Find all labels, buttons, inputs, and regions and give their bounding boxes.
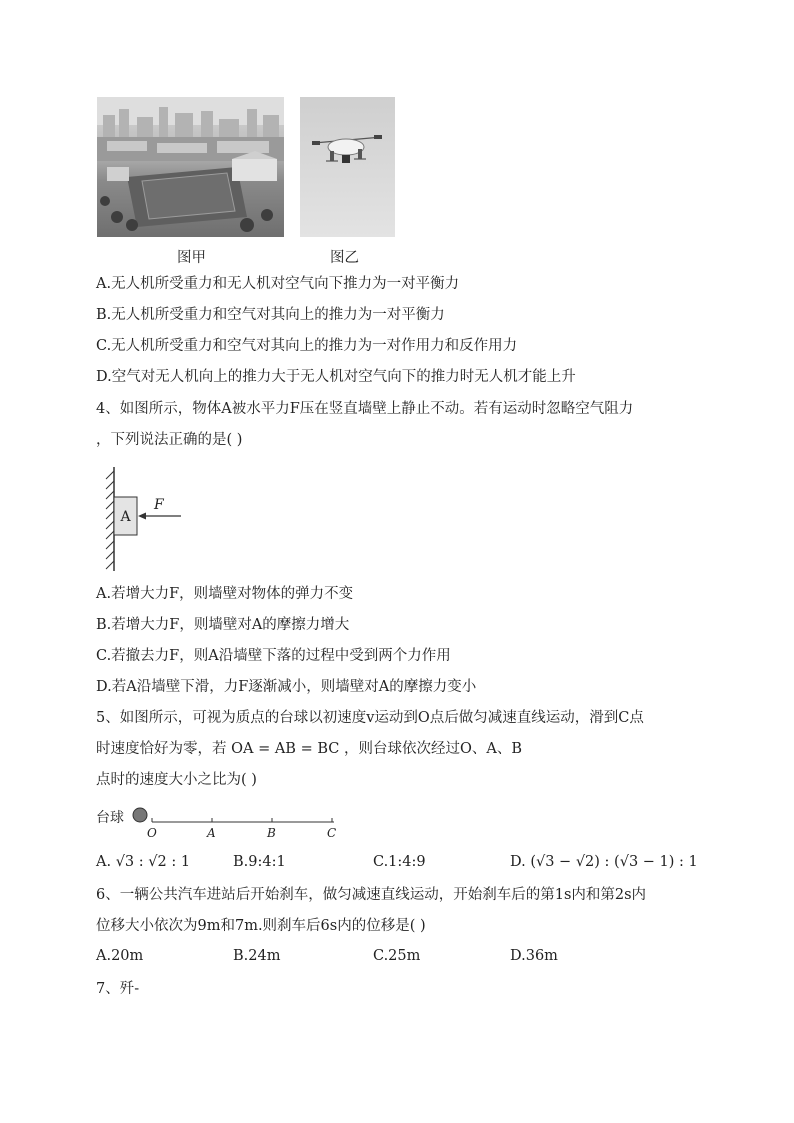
point-b: B <box>267 826 276 840</box>
q6-option-a: A.20m <box>96 948 144 964</box>
ball-label: 台球 <box>96 810 124 826</box>
q3-option-c: C.无人机所受重力和空气对其向上的推力为一对作用力和反作用力 <box>96 338 518 354</box>
point-c: C <box>327 826 337 840</box>
force-label: F <box>154 497 164 513</box>
q4-option-a: A.若增大力F，则墙壁对物体的弹力不变 <box>96 586 354 602</box>
q6-stem-line2: 位移大小依次为9m和7m.则刹车后6s内的位移是( ) <box>96 918 426 934</box>
q6-option-b: B.24m <box>233 948 281 964</box>
point-o: O <box>147 826 157 840</box>
q3-option-a: A.无人机所受重力和无人机对空气向下推力为一对平衡力 <box>96 276 460 292</box>
block-a-label: A <box>120 509 131 525</box>
billiard-track-diagram <box>94 802 354 842</box>
q4-option-b: B.若增大力F，则墙壁对A的摩擦力增大 <box>96 617 350 633</box>
q6-stem-line1: 6、一辆公共汽车进站后开始刹车，做匀减速直线运动，开始刹车后的第1s内和第2s内 <box>96 887 647 903</box>
q5-option-b: B.9:4:1 <box>233 854 286 870</box>
city-aerial-image <box>97 97 284 237</box>
q5-option-d: D. (√3 − √2) : (√3 − 1) : 1 <box>510 854 698 870</box>
drone-photo <box>300 97 395 237</box>
city-aerial-photo <box>97 97 284 237</box>
q4-option-d: D.若A沿墙壁下滑，力F逐渐减小，则墙壁对A的摩擦力变小 <box>96 679 477 695</box>
q4-stem-line2: ，下列说法正确的是( ) <box>96 432 243 448</box>
q4-option-c: C.若撤去力F，则A沿墙壁下落的过程中受到两个力作用 <box>96 648 451 664</box>
figure-caption-a: 图甲 <box>177 250 206 266</box>
q3-option-d: D.空气对无人机向上的推力大于无人机对空气向下的推力时无人机才能上升 <box>96 369 576 385</box>
q5-option-c: C.1:4:9 <box>373 854 426 870</box>
figure-caption-b: 图乙 <box>330 250 359 266</box>
q4-stem-line1: 4、如图所示，物体A被水平力F压在竖直墙壁上静止不动。若有运动时忽略空气阻力 <box>96 401 634 417</box>
billiard-ball-icon <box>133 808 147 822</box>
point-a: A <box>207 826 216 840</box>
q5-stem-line3: 点时的速度大小之比为( ) <box>96 772 257 788</box>
q7-stem-start: 7、歼- <box>96 981 140 997</box>
drone-icon <box>300 97 395 237</box>
q5-stem-line2: 时速度恰好为零，若 OA = AB = BC ，则台球依次经过O、A、B <box>96 741 522 757</box>
q6-option-d: D.36m <box>510 948 558 964</box>
q5-option-a: A. √3 : √2 : 1 <box>96 854 191 870</box>
q5-stem-line1: 5、如图所示，可视为质点的台球以初速度v运动到O点后做匀减速直线运动，滑到C点 <box>96 710 644 726</box>
q3-option-b: B.无人机所受重力和空气对其向上的推力为一对平衡力 <box>96 307 445 323</box>
wall-block-diagram <box>96 465 196 575</box>
q6-option-c: C.25m <box>373 948 421 964</box>
